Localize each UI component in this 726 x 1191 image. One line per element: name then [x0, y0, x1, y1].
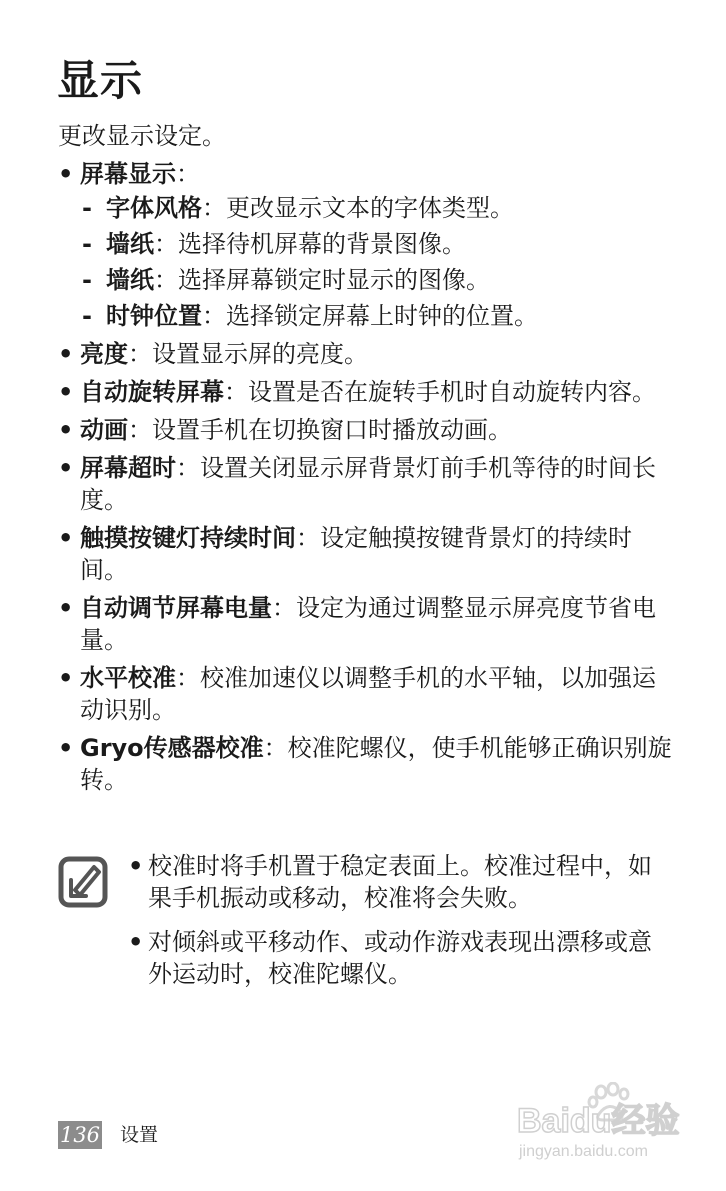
subitem-wallpaper-home [80, 228, 678, 260]
item-desc: ：设定触摸按键背景灯的持续时间。 [80, 524, 632, 584]
dash-icon: - [82, 302, 92, 330]
item-desc: ：校准陀螺仪，使手机能够正确识别旋转。 [80, 734, 672, 794]
dash-icon: - [82, 230, 92, 258]
bullet-icon: • [58, 664, 74, 692]
list-item-brightness [58, 338, 678, 370]
list-item-gyro-calibration [58, 732, 678, 796]
subitem-term: 字体风格 [106, 194, 202, 222]
item-term: 亮度 [80, 340, 128, 368]
item-desc: ：设置显示屏的亮度。 [128, 340, 368, 368]
bullet-icon: • [58, 160, 74, 188]
item-desc: ：设定为通过调整显示屏亮度节省电量。 [80, 594, 656, 654]
list-item-screen-timeout [58, 452, 678, 516]
item-term: 触摸按键灯持续时间 [80, 524, 296, 552]
screen-display-sublist [80, 192, 678, 332]
subitem-font-style [80, 192, 678, 224]
subitem-term: 墙纸 [106, 266, 154, 294]
note-item [128, 926, 668, 990]
section-name: 设置 [120, 1124, 159, 1146]
item-term: 动画 [80, 416, 128, 444]
note-text: 校准时将手机置于稳定表面上。校准过程中，如果手机振动或移动，校准将会失败。 [148, 852, 652, 912]
dash-icon: - [82, 194, 92, 222]
dash-icon: - [82, 266, 92, 294]
note-box [58, 850, 678, 1030]
watermark-brand: Baidu经验 [517, 1102, 680, 1140]
item-desc: ： [176, 160, 200, 188]
note-pencil-icon [58, 856, 108, 908]
intro-text: 更改显示设定。 [58, 122, 226, 150]
subitem-term: 墙纸 [106, 230, 154, 258]
note-item [128, 850, 668, 914]
item-term: Gryo传感器校准 [80, 734, 264, 762]
item-desc: ：设置手机在切换窗口时播放动画。 [128, 416, 512, 444]
list-item-auto-rotate [58, 376, 678, 408]
list-item-animation [58, 414, 678, 446]
note-text: 对倾斜或平移动作、或动作游戏表现出漂移或意外运动时，校准陀螺仪。 [148, 928, 652, 988]
bullet-icon: • [128, 928, 144, 956]
item-term: 屏幕超时 [80, 454, 176, 482]
subitem-desc: ：更改显示文本的字体类型。 [202, 194, 514, 222]
subitem-desc: ：选择待机屏幕的背景图像。 [154, 230, 466, 258]
baidu-jingyan-watermark [515, 1082, 685, 1162]
note-list [128, 850, 668, 1002]
subitem-desc: ：选择屏幕锁定时显示的图像。 [154, 266, 490, 294]
subitem-wallpaper-lock [80, 264, 678, 296]
settings-list [58, 158, 678, 802]
subitem-desc: ：选择锁定屏幕上时钟的位置。 [202, 302, 538, 330]
subitem-term: 时钟位置 [106, 302, 202, 330]
bullet-icon: • [58, 416, 74, 444]
bullet-icon: • [128, 852, 144, 880]
page-title: 显示 [57, 56, 144, 105]
bullet-icon: • [58, 378, 74, 406]
bullet-icon: • [58, 340, 74, 368]
item-term: 屏幕显示 [80, 160, 176, 188]
list-item-touch-key-light [58, 522, 678, 586]
list-item-horizontal-calibration [58, 662, 678, 726]
item-desc: ：校准加速仪以调整手机的水平轴，以加强运动识别。 [80, 664, 656, 724]
bullet-icon: • [58, 734, 74, 762]
watermark-url: jingyan.baidu.com [519, 1143, 648, 1160]
item-term: 自动旋转屏幕 [80, 378, 224, 406]
subitem-clock-position [80, 300, 678, 332]
item-term: 水平校准 [80, 664, 176, 692]
bullet-icon: • [58, 454, 74, 482]
item-desc: ：设置是否在旋转手机时自动旋转内容。 [224, 378, 656, 406]
item-term: 自动调节屏幕电量 [80, 594, 272, 622]
list-item-auto-power [58, 592, 678, 656]
page-number: 136 [59, 1123, 101, 1147]
list-item-screen-display [58, 158, 678, 332]
bullet-icon: • [58, 524, 74, 552]
item-desc: ：设置关闭显示屏背景灯前手机等待的时间长度。 [80, 454, 656, 514]
bullet-icon: • [58, 594, 74, 622]
